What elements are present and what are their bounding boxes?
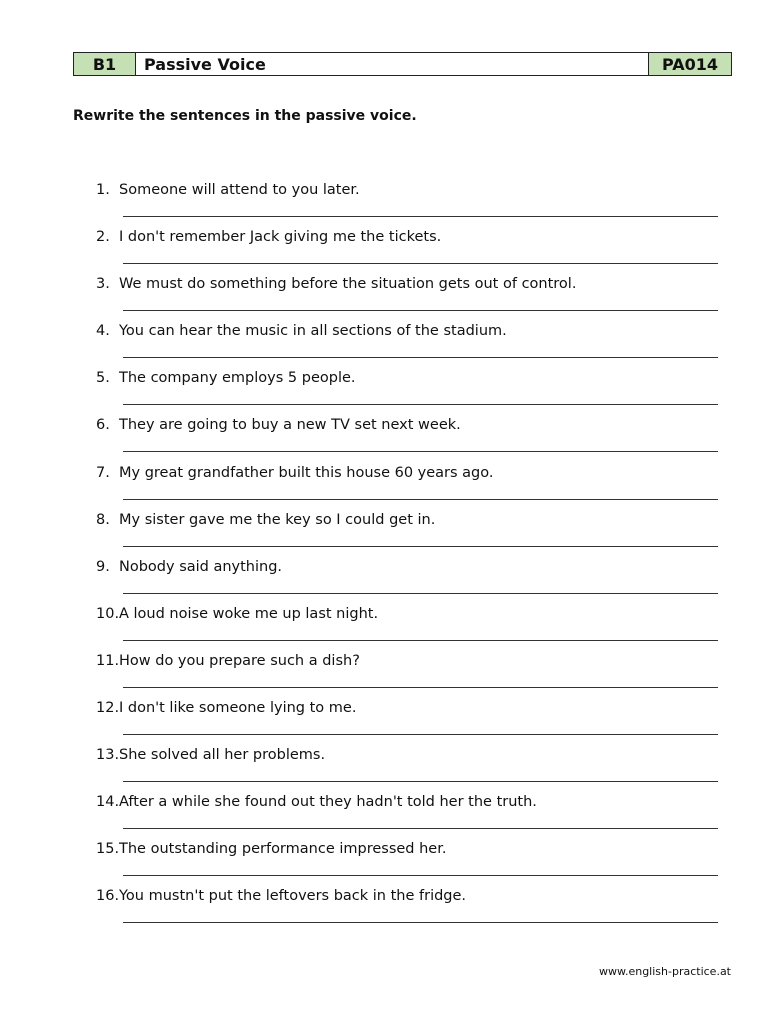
- level-badge: B1: [74, 53, 136, 75]
- item-number: 10.: [96, 605, 120, 622]
- exercise-item: [96, 225, 718, 272]
- exercise-item: [96, 272, 718, 319]
- worksheet-title: Passive Voice: [136, 53, 649, 75]
- item-number: 14.: [96, 794, 120, 811]
- exercise-item: [96, 743, 718, 790]
- answer-line[interactable]: [123, 828, 718, 829]
- exercise-item: [96, 837, 718, 884]
- exercise-item: [96, 461, 718, 508]
- worksheet-code: PA014: [649, 53, 731, 75]
- answer-line[interactable]: [123, 734, 718, 735]
- item-number: 7.: [96, 464, 110, 481]
- item-sentence: She solved all her problems.: [119, 747, 326, 764]
- instruction-text: Rewrite the sentences in the passive voice.: [73, 108, 417, 124]
- answer-line[interactable]: [123, 922, 718, 923]
- item-sentence: The outstanding performance impressed her.: [119, 841, 447, 858]
- exercise-item: [96, 319, 718, 366]
- exercise-item: [96, 884, 718, 931]
- item-number: 3.: [96, 276, 110, 293]
- item-sentence: After a while she found out they hadn't told her the truth.: [119, 794, 537, 811]
- item-number: 4.: [96, 323, 110, 340]
- item-sentence: The company employs 5 people.: [119, 370, 356, 387]
- item-sentence: Someone will attend to you later.: [119, 182, 360, 198]
- exercise-item: [96, 696, 718, 743]
- answer-line[interactable]: [123, 640, 718, 641]
- exercise-item: [96, 602, 718, 649]
- exercise-item: [96, 790, 718, 837]
- exercise-item: [96, 413, 718, 460]
- item-sentence: We must do something before the situation gets out of control.: [119, 276, 577, 293]
- worksheet-header: [73, 52, 732, 76]
- answer-line[interactable]: [123, 781, 718, 782]
- answer-line[interactable]: [123, 357, 718, 358]
- item-sentence: They are going to buy a new TV set next week.: [119, 417, 461, 434]
- item-sentence: Nobody said anything.: [119, 558, 283, 575]
- answer-line[interactable]: [123, 310, 718, 311]
- item-number: 8.: [96, 511, 110, 528]
- exercise-item: [96, 366, 718, 413]
- answer-line[interactable]: [123, 593, 718, 594]
- answer-line[interactable]: [123, 499, 718, 500]
- item-number: 13.: [96, 747, 120, 764]
- exercise-item: [96, 555, 718, 602]
- item-number: 11.: [96, 652, 120, 669]
- item-number: 2.: [96, 229, 110, 246]
- item-number: 15.: [96, 841, 120, 858]
- exercise-item: [96, 178, 718, 225]
- item-sentence: My sister gave me the key so I could get in.: [119, 511, 436, 528]
- item-sentence: My great grandfather built this house 60 years ago.: [119, 464, 494, 481]
- item-number: 16.: [96, 888, 120, 905]
- item-sentence: You mustn't put the leftovers back in the fridge.: [119, 888, 467, 905]
- item-number: 5.: [96, 370, 110, 387]
- item-sentence: I don't remember Jack giving me the tickets.: [119, 229, 442, 246]
- footer-url: www.english-practice.at: [598, 965, 731, 978]
- item-sentence: How do you prepare such a dish?: [119, 652, 360, 669]
- item-number: 9.: [96, 558, 110, 575]
- answer-line[interactable]: [123, 546, 718, 547]
- exercise-list: [96, 178, 718, 932]
- item-sentence: A loud noise woke me up last night.: [119, 605, 379, 622]
- item-number: 1.: [96, 182, 110, 198]
- answer-line[interactable]: [123, 451, 718, 452]
- item-number: 6.: [96, 417, 110, 434]
- answer-line[interactable]: [123, 263, 718, 264]
- answer-line[interactable]: [123, 216, 718, 217]
- item-sentence: You can hear the music in all sections of the stadium.: [119, 323, 507, 340]
- exercise-item: [96, 649, 718, 696]
- exercise-item: [96, 508, 718, 555]
- item-sentence: I don't like someone lying to me.: [119, 700, 357, 717]
- answer-line[interactable]: [123, 687, 718, 688]
- item-number: 12.: [96, 700, 120, 717]
- answer-line[interactable]: [123, 875, 718, 876]
- answer-line[interactable]: [123, 404, 718, 405]
